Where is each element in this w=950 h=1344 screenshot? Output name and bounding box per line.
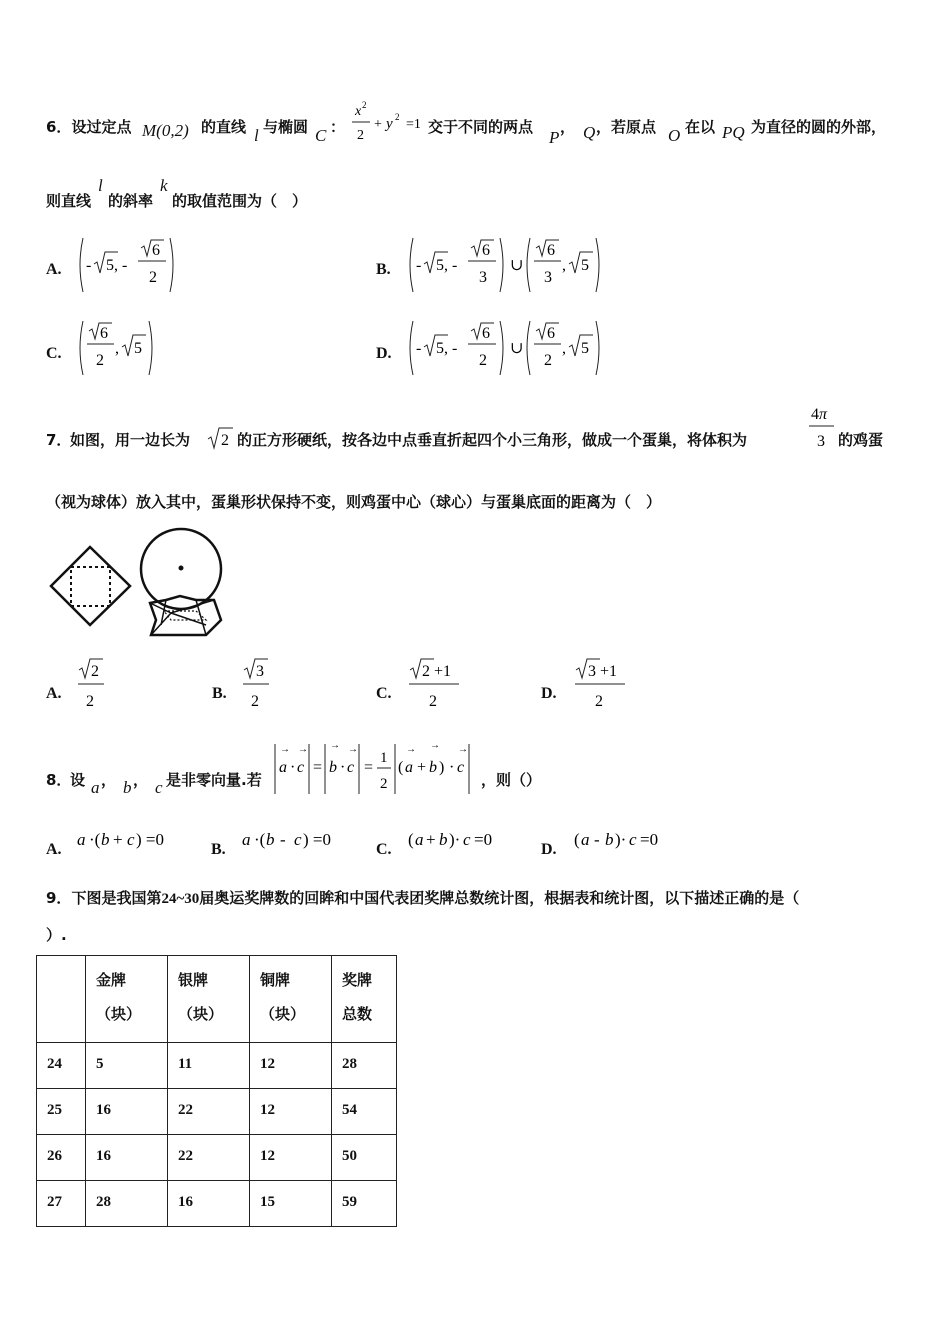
q8-comma: ， xyxy=(101,771,117,789)
svg-text:b: b xyxy=(101,830,110,849)
svg-text:→: → xyxy=(280,744,290,755)
svg-text:,: , xyxy=(562,340,566,357)
table-cell: 25 xyxy=(37,1089,86,1135)
table-row xyxy=(37,1089,397,1135)
q8-var-a: a xyxy=(91,778,100,797)
table-row xyxy=(37,1043,397,1089)
q6-option-c-label[interactable]: C. xyxy=(46,345,62,362)
q6-option-a-label[interactable]: A. xyxy=(46,261,62,278)
q7-option-c-expression[interactable] xyxy=(407,656,463,712)
q8-option-b-label[interactable]: B. xyxy=(211,841,226,858)
svg-text:6: 6 xyxy=(482,325,490,342)
svg-text:5, -: 5, - xyxy=(436,257,458,274)
svg-text:a: a xyxy=(415,830,424,849)
svg-text:=0: =0 xyxy=(640,830,659,849)
table-cell: 16 xyxy=(168,1181,250,1227)
svg-text:6: 6 xyxy=(547,325,555,342)
table-cell: 22 xyxy=(168,1135,250,1181)
q6-text: 交于不同的两点 xyxy=(428,118,534,136)
svg-text:·(: ·( xyxy=(254,830,266,849)
table-header-cell: 金牌 （块） xyxy=(86,956,168,1043)
q6-option-d-label[interactable]: D. xyxy=(376,345,392,362)
q7-volume xyxy=(806,402,838,452)
svg-text:y: y xyxy=(386,116,393,132)
svg-text:b: b xyxy=(429,759,437,776)
q8-number: 8． xyxy=(46,771,72,789)
q9-text: 届奥运奖牌数的回眸和中国代表团奖牌总数统计图，根据表和统计图，以下描述正确的是（ xyxy=(199,889,800,907)
table-header-row xyxy=(37,956,397,1043)
q7-figure xyxy=(46,525,231,643)
q7-text: 的正方形硬纸，按各边中点垂直折起四个小三角形，做成一个蛋巢，将体积为 xyxy=(237,431,748,449)
q6-var-o: O xyxy=(668,126,681,145)
table-cell: 12 xyxy=(250,1135,332,1181)
svg-text:-: - xyxy=(416,257,422,274)
svg-text:)·: )· xyxy=(449,830,461,849)
medal-table xyxy=(36,955,397,1227)
svg-text:2: 2 xyxy=(479,352,487,369)
q8-condition xyxy=(272,738,482,798)
q7-number: 7． xyxy=(46,431,72,449)
table-header-cell: 银牌 （块） xyxy=(168,956,250,1043)
q6-line1 xyxy=(46,104,131,144)
svg-text:a: a xyxy=(242,830,251,849)
q8-option-a-label[interactable]: A. xyxy=(46,841,62,858)
q8-option-b-expression[interactable] xyxy=(240,824,350,854)
svg-text:)·: )· xyxy=(615,830,627,849)
table-cell: 28 xyxy=(332,1043,397,1089)
svg-text:2: 2 xyxy=(357,128,364,143)
q7-text: （视为球体）放入其中，蛋巢形状保持不变，则鸡蛋中心（球心）与蛋巢底面的距离为（ ） xyxy=(46,493,662,511)
svg-text:b: b xyxy=(329,759,337,776)
svg-text:5, -: 5, - xyxy=(436,340,458,357)
table-cell: 15 xyxy=(250,1181,332,1227)
q6-text: 的取值范围为（ ） xyxy=(172,192,308,210)
q8-text: 是非零向量.若 xyxy=(166,771,262,789)
q6-text: 在以 xyxy=(685,118,716,136)
svg-text:5: 5 xyxy=(134,340,142,357)
svg-text:∪: ∪ xyxy=(510,257,524,274)
svg-text:b: b xyxy=(266,830,275,849)
q8-text: ，则（） xyxy=(481,771,542,789)
svg-text:=: = xyxy=(313,759,323,776)
q9-number: 9． xyxy=(46,889,72,907)
q7-option-b-expression[interactable] xyxy=(241,656,273,712)
svg-text:2: 2 xyxy=(91,663,99,680)
q7-option-a-expression[interactable] xyxy=(76,656,108,712)
q6-comma: ， xyxy=(560,118,576,136)
svg-text:x: x xyxy=(355,104,362,119)
q8-option-c-label[interactable]: C. xyxy=(376,841,392,858)
q9-text: 下图是我国第 xyxy=(71,889,162,907)
q6-option-d-expression[interactable] xyxy=(404,319,609,377)
svg-text:-: - xyxy=(594,830,600,849)
q8-option-d-expression[interactable] xyxy=(572,824,682,854)
svg-text:2: 2 xyxy=(362,100,367,110)
q6-text: 的斜率 xyxy=(108,192,154,210)
svg-text:3: 3 xyxy=(479,269,487,286)
svg-text:2: 2 xyxy=(395,112,400,122)
q6-text: ，若原点 xyxy=(596,118,657,136)
table-row xyxy=(37,1135,397,1181)
table-cell: 16 xyxy=(86,1089,168,1135)
table-cell: 28 xyxy=(86,1181,168,1227)
q6-option-a-expression[interactable] xyxy=(74,236,184,294)
q8-text: 设 xyxy=(70,771,86,789)
svg-text:+: + xyxy=(113,830,123,849)
table-cell: 5 xyxy=(86,1043,168,1089)
svg-text:a: a xyxy=(581,830,590,849)
svg-text:): ) xyxy=(439,759,445,776)
svg-text:2: 2 xyxy=(595,693,603,710)
svg-text:c: c xyxy=(297,759,305,776)
table-header-cell: 铜牌 （块） xyxy=(250,956,332,1043)
q8-option-c-expression[interactable] xyxy=(406,824,516,854)
svg-text:2: 2 xyxy=(544,352,552,369)
q7-option-a-label[interactable]: A. xyxy=(46,685,62,702)
q7-side-length xyxy=(206,425,236,451)
q8-option-a-expression[interactable] xyxy=(75,824,185,854)
svg-text:·: · xyxy=(290,759,296,776)
q6-var-k: k xyxy=(160,176,168,195)
svg-text:2: 2 xyxy=(86,693,94,710)
q6-var-pq: PQ xyxy=(722,123,745,142)
svg-text:b: b xyxy=(605,830,614,849)
svg-text:,: , xyxy=(115,340,119,357)
svg-text:5: 5 xyxy=(581,257,589,274)
q6-option-c-expression[interactable] xyxy=(74,319,164,377)
table-row xyxy=(37,1181,397,1227)
svg-text:c: c xyxy=(463,830,471,849)
q9-text: ）. xyxy=(46,926,67,944)
svg-text:5: 5 xyxy=(581,340,589,357)
svg-text:c: c xyxy=(457,759,465,776)
table-cell: 54 xyxy=(332,1089,397,1135)
svg-text:2: 2 xyxy=(380,776,388,792)
q6-number: 6． xyxy=(46,118,72,136)
svg-text:6: 6 xyxy=(100,325,108,342)
svg-text:=0: =0 xyxy=(474,830,493,849)
svg-text:→: → xyxy=(330,740,340,751)
q8-option-d-label[interactable]: D. xyxy=(541,841,557,858)
q7-text: 的鸡蛋 xyxy=(838,431,884,449)
svg-text:6: 6 xyxy=(482,242,490,259)
svg-text:+: + xyxy=(426,830,436,849)
table-cell: 16 xyxy=(86,1135,168,1181)
svg-text:2 +1: 2 +1 xyxy=(422,663,452,680)
svg-text:c: c xyxy=(629,830,637,849)
svg-text:-: - xyxy=(86,257,92,274)
q6-option-b-label[interactable]: B. xyxy=(376,261,391,278)
svg-text:5, -: 5, - xyxy=(106,257,128,274)
svg-text:a: a xyxy=(77,830,86,849)
svg-text:=1: =1 xyxy=(406,117,421,132)
q9-line1 xyxy=(46,887,799,908)
svg-text:→: → xyxy=(298,744,308,755)
svg-text:) =0: ) =0 xyxy=(136,830,164,849)
svg-text:·: · xyxy=(449,759,455,776)
svg-text:+: + xyxy=(417,759,427,776)
svg-text:2: 2 xyxy=(149,269,157,286)
svg-text:a: a xyxy=(279,759,287,776)
svg-text:→: → xyxy=(430,740,440,751)
q6-colon: ： xyxy=(330,118,346,136)
table-cell: 12 xyxy=(250,1089,332,1135)
svg-text:-: - xyxy=(280,830,286,849)
svg-text:→: → xyxy=(406,744,416,755)
q6-var-l: l xyxy=(98,176,103,195)
svg-text:→: → xyxy=(348,744,358,755)
svg-text:π: π xyxy=(819,406,828,423)
q8-var-c: c xyxy=(155,778,163,797)
svg-text:,: , xyxy=(562,257,566,274)
table-cell: 27 xyxy=(37,1181,86,1227)
q7-text: 如图，用一边长为 xyxy=(70,431,191,449)
q7-option-c-label[interactable]: C. xyxy=(376,685,392,702)
svg-text:-: - xyxy=(416,340,422,357)
q6-point-m: M(0,2) xyxy=(142,121,189,140)
table-cell: 26 xyxy=(37,1135,86,1181)
svg-text:+: + xyxy=(374,117,382,132)
q6-text: 则直线 xyxy=(46,192,92,210)
svg-text:1: 1 xyxy=(380,750,388,766)
svg-text:3: 3 xyxy=(544,269,552,286)
svg-text:3: 3 xyxy=(256,663,264,680)
q8-comma: ， xyxy=(133,771,149,789)
table-cell: 59 xyxy=(332,1181,397,1227)
svg-text:=: = xyxy=(364,759,374,776)
svg-text:6: 6 xyxy=(152,242,160,259)
table-cell: 22 xyxy=(168,1089,250,1135)
q6-text: 为直径的圆的外部， xyxy=(751,118,887,136)
svg-text:2: 2 xyxy=(96,352,104,369)
svg-text:4: 4 xyxy=(811,406,819,423)
svg-text:3: 3 xyxy=(817,433,825,450)
q6-var-c: C xyxy=(315,126,327,145)
q6-var-q: Q xyxy=(583,123,596,142)
svg-text:(: ( xyxy=(398,759,404,776)
q6-var-p: P xyxy=(549,128,560,147)
svg-text:c: c xyxy=(294,830,302,849)
svg-text:c: c xyxy=(347,759,355,776)
svg-text:·(: ·( xyxy=(89,830,101,849)
svg-text:c: c xyxy=(127,830,135,849)
q6-option-b-expression[interactable] xyxy=(404,236,609,294)
q6-text: 与椭圆 xyxy=(263,118,309,136)
svg-text:6: 6 xyxy=(547,242,555,259)
svg-text:(: ( xyxy=(408,830,414,849)
table-header-cell: 奖牌 总数 xyxy=(332,956,397,1043)
svg-text:3 +1: 3 +1 xyxy=(588,663,618,680)
svg-text:) =0: ) =0 xyxy=(303,830,331,849)
table-cell: 50 xyxy=(332,1135,397,1181)
q7-option-d-label[interactable]: D. xyxy=(541,685,557,702)
svg-text:a: a xyxy=(405,759,413,776)
q7-option-b-label[interactable]: B. xyxy=(212,685,227,702)
svg-text:2: 2 xyxy=(429,693,437,710)
svg-text:2: 2 xyxy=(221,432,229,449)
svg-text:→: → xyxy=(458,744,468,755)
table-cell: 12 xyxy=(250,1043,332,1089)
q9-range: 24~30 xyxy=(161,891,200,907)
table-header-cell xyxy=(37,956,86,1043)
q6-var-l: l xyxy=(254,126,259,145)
q6-text: 设过定点 xyxy=(71,118,132,136)
svg-text:∪: ∪ xyxy=(510,340,524,357)
svg-text:·: · xyxy=(340,759,346,776)
q6-ellipse-equation xyxy=(350,100,430,146)
svg-text:2: 2 xyxy=(251,693,259,710)
q6-text: 的直线 xyxy=(201,118,247,136)
table-cell: 11 xyxy=(168,1043,250,1089)
q7-option-d-expression[interactable] xyxy=(573,656,629,712)
svg-text:(: ( xyxy=(574,830,580,849)
q8-var-b: b xyxy=(123,778,132,797)
svg-text:b: b xyxy=(439,830,448,849)
table-cell: 24 xyxy=(37,1043,86,1089)
